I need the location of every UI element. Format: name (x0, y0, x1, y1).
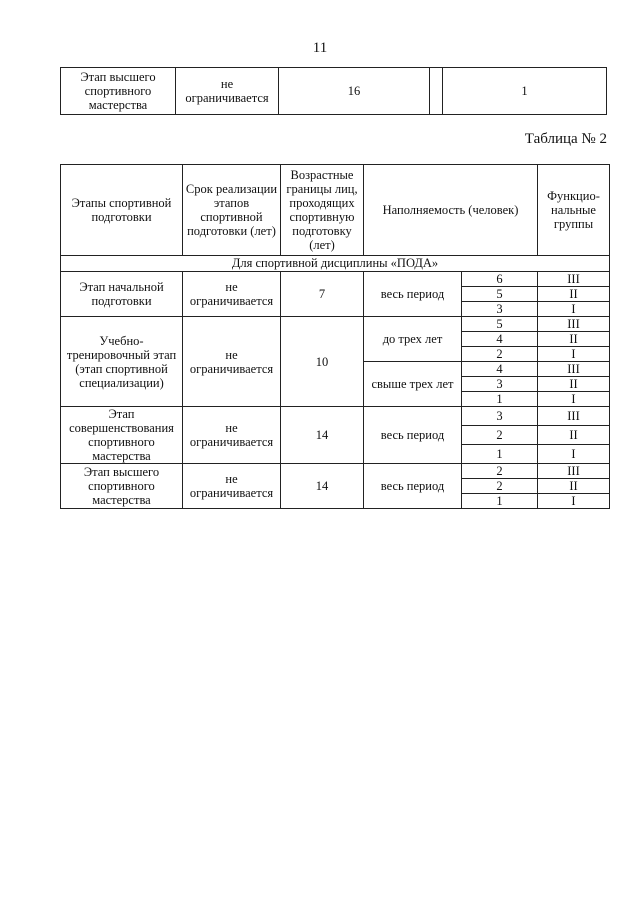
header-groups: Функцио-нальные группы (538, 165, 610, 256)
age-cell: 7 (281, 272, 364, 317)
count-cell: 3 (462, 407, 538, 426)
group-cell: II (538, 426, 610, 445)
count-cell: 5 (462, 317, 538, 332)
count-cell: 1 (462, 392, 538, 407)
group-cell: III (538, 317, 610, 332)
stage-cell: Этап начальной подготовки (61, 272, 183, 317)
term-cell: не ограничивается (176, 68, 279, 115)
table-row (61, 68, 607, 115)
group-cell: III (538, 362, 610, 377)
table-row (61, 407, 610, 426)
discipline-row (61, 256, 610, 272)
table-row (61, 272, 610, 287)
age-cell: 14 (281, 464, 364, 509)
stage-cell: Этап высшего спортивного мастерства (61, 68, 176, 115)
group-cell: II (538, 479, 610, 494)
count-cell: 1 (443, 68, 607, 115)
group-cell: II (538, 377, 610, 392)
header-term: Срок реализации этапов спортивной подготовки (лет) (183, 165, 281, 256)
continued-table (60, 67, 607, 115)
group-cell: II (538, 332, 610, 347)
discipline-label: Для спортивной дисциплины «ПОДА» (61, 256, 610, 272)
group-cell: I (538, 445, 610, 464)
stage-cell: Этап высшего спортивного мастерства (61, 464, 183, 509)
period-cell: весь период (364, 272, 462, 317)
count-cell: 3 (462, 377, 538, 392)
count-cell: 6 (462, 272, 538, 287)
group-cell: III (538, 464, 610, 479)
stage-cell: Учебно-тренировочный этап (этап спортивной специализации) (61, 317, 183, 407)
count-cell: 4 (462, 332, 538, 347)
count-cell: 1 (462, 445, 538, 464)
table-caption: Таблица № 2 (524, 131, 607, 147)
header-fill: Наполняемость (человек) (364, 165, 538, 256)
group-cell: III (538, 407, 610, 426)
header-stages: Этапы спортивной подготовки (61, 165, 183, 256)
term-cell: не ограничивается (183, 407, 281, 464)
group-cell: III (538, 272, 610, 287)
group-cell: I (538, 347, 610, 362)
table-row (61, 464, 610, 479)
count-cell: 2 (462, 479, 538, 494)
age-cell: 14 (281, 407, 364, 464)
count-cell: 5 (462, 287, 538, 302)
blank-cell (430, 68, 443, 115)
period-cell: до трех лет (364, 317, 462, 362)
header-row (61, 165, 610, 256)
table-row (61, 317, 610, 332)
group-cell: II (538, 287, 610, 302)
group-cell: I (538, 302, 610, 317)
term-cell: не ограничивается (183, 464, 281, 509)
count-cell: 3 (462, 302, 538, 317)
page-number: 11 (312, 40, 328, 56)
group-cell: I (538, 494, 610, 509)
age-cell: 10 (281, 317, 364, 407)
header-age: Возрастные границы лиц, проходящих спортивную подготовку (лет) (281, 165, 364, 256)
period-cell: весь период (364, 464, 462, 509)
group-cell: I (538, 392, 610, 407)
count-cell: 2 (462, 464, 538, 479)
count-cell: 4 (462, 362, 538, 377)
count-cell: 2 (462, 347, 538, 362)
age-cell: 16 (279, 68, 430, 115)
period-cell: свыше трех лет (364, 362, 462, 407)
period-cell: весь период (364, 407, 462, 464)
stage-cell: Этап совершенствования спортивного мастерства (61, 407, 183, 464)
training-stages-table (60, 164, 610, 509)
term-cell: не ограничивается (183, 272, 281, 317)
table-body (61, 165, 610, 509)
count-cell: 1 (462, 494, 538, 509)
term-cell: не ограничивается (183, 317, 281, 407)
count-cell: 2 (462, 426, 538, 445)
